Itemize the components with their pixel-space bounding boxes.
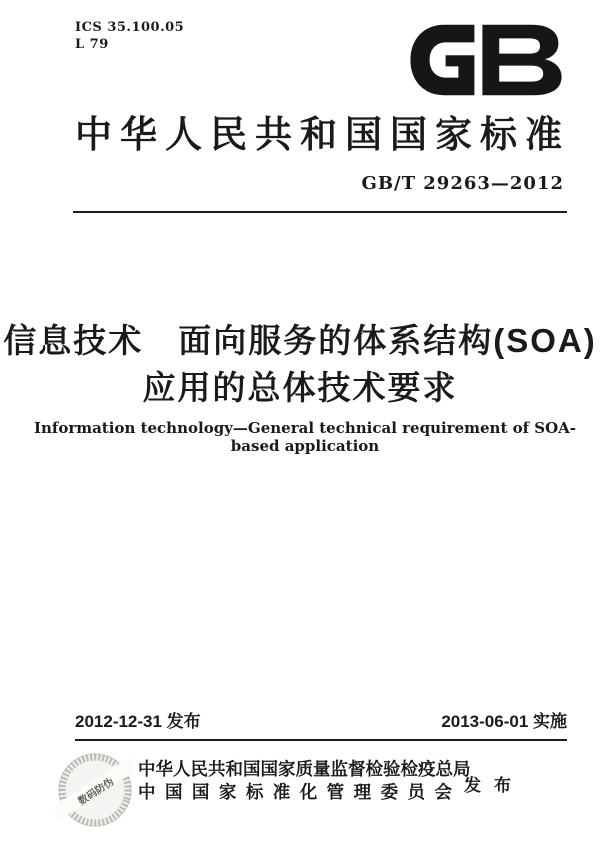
header-rule bbox=[73, 211, 567, 213]
ics-classification bbox=[75, 20, 184, 54]
standard-title-line2: 应用的总体技术要求 bbox=[142, 368, 458, 406]
ics-code: ICS 35.100.05 bbox=[75, 20, 185, 35]
issuer-line1: 中华人民共和国国家质量监督检验检疫总局 bbox=[138, 759, 471, 779]
issuing-bodies bbox=[138, 758, 471, 804]
ics-class-code: L 79 bbox=[75, 36, 109, 52]
issue-date: 2012-12-31 发布 bbox=[75, 712, 201, 731]
gb-logo-icon bbox=[404, 18, 564, 102]
national-standard-heading: 中华人民共和国国家标准 bbox=[75, 112, 570, 156]
dates-row bbox=[75, 707, 567, 741]
standard-title bbox=[0, 318, 600, 412]
implementation-date: 2013-06-01 实施 bbox=[441, 712, 567, 731]
publish-label: 发布 bbox=[464, 776, 524, 795]
anti-counterfeit-stamp bbox=[55, 750, 135, 830]
english-title: Information technology—General technical requirement of SOA-based application bbox=[33, 419, 577, 455]
standard-number: GB/T 29263—2012 bbox=[361, 173, 564, 194]
standard-title-line1: 信息技术 面向服务的体系结构(SOA) bbox=[3, 322, 597, 359]
issuer-line2: 中国国家标准化管理委员会 bbox=[138, 782, 458, 803]
gb-logo-label bbox=[0, 0, 1, 1]
stamp-label: 数码防伪 bbox=[76, 776, 117, 808]
